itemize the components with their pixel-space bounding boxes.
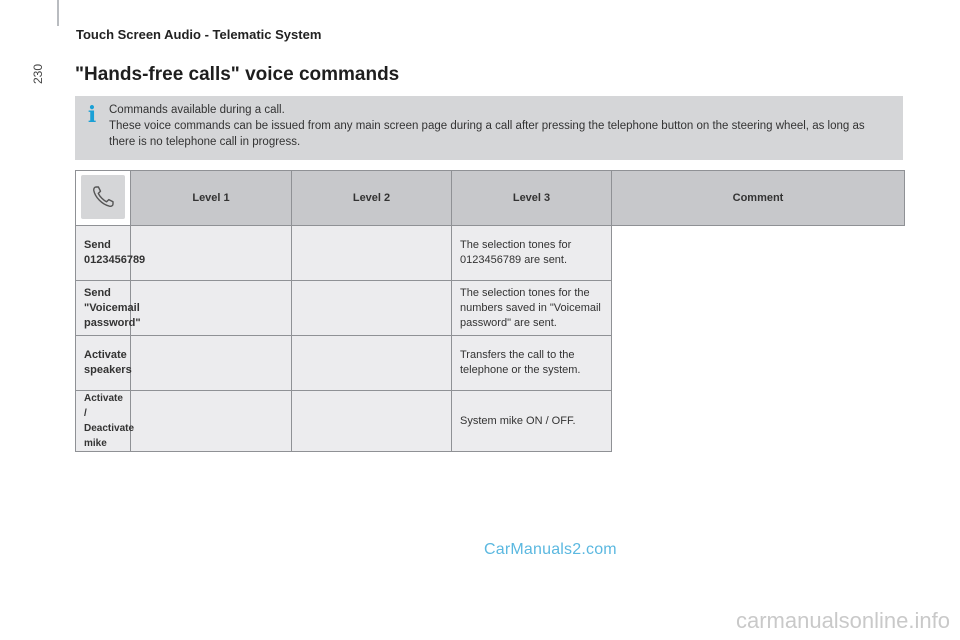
row-level-1: Send "Voicemail password" [76, 281, 131, 336]
side-rule [57, 0, 59, 26]
row-level-3 [292, 391, 452, 452]
header-level-3: Level 3 [452, 171, 612, 226]
header-level-2: Level 2 [292, 171, 452, 226]
icon-cell [76, 171, 131, 226]
row-level-3 [292, 336, 452, 391]
info-line-1: Commands available during a call. [109, 104, 285, 116]
header-level-1: Level 1 [131, 171, 292, 226]
page-number: 230 [31, 63, 45, 85]
header-comment: Comment [612, 171, 905, 226]
table-row [76, 281, 905, 336]
table-row [76, 336, 905, 391]
section-title: "Hands-free calls" voice commands [75, 64, 400, 85]
row-level-1: Send 0123456789 [76, 226, 131, 281]
row-level-2 [131, 226, 292, 281]
row-comment: The selection tones for 0123456789 are sent. [452, 226, 612, 281]
row-level-2 [131, 336, 292, 391]
row-comment: System mike ON / OFF. [452, 391, 612, 452]
info-text [109, 102, 885, 150]
info-icon: i [87, 102, 97, 128]
voice-commands-table [75, 170, 905, 452]
row-level-2 [131, 281, 292, 336]
row-level-1: Activate / Deactivate mike [76, 391, 131, 452]
row-level-3 [292, 226, 452, 281]
table-row [76, 391, 905, 452]
row-level-3 [292, 281, 452, 336]
row-level-2 [131, 391, 292, 452]
info-box [75, 96, 903, 160]
header-title: Touch Screen Audio - Telematic System [76, 27, 322, 42]
row-comment: Transfers the call to the telephone or the system. [452, 336, 612, 391]
row-level-1: Activate speakers [76, 336, 131, 391]
table-header-row [76, 171, 905, 226]
info-line-2: These voice commands can be issued from any main screen page during a call after pressing the telephone button on the steering wheel, as long as there is no telephone call in progress. [109, 120, 865, 148]
table-row [76, 226, 905, 281]
row-comment: The selection tones for the numbers saved in "Voicemail password" are sent. [452, 281, 612, 336]
footer-site: carmanualsonline.info [735, 608, 950, 633]
watermark-link[interactable]: CarManuals2.com [484, 541, 617, 558]
phone-icon [81, 175, 125, 219]
